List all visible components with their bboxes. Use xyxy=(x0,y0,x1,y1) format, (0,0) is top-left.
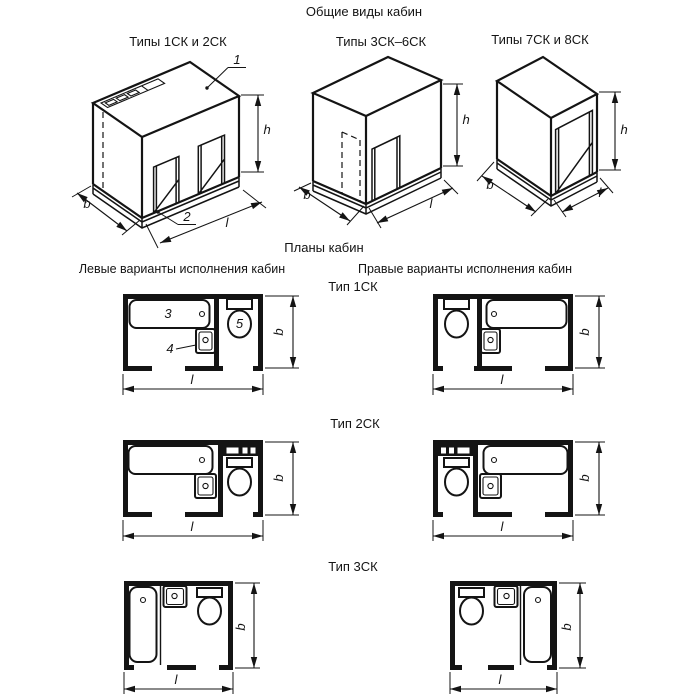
plan-row-2sk xyxy=(123,416,605,541)
door-left-leaf xyxy=(154,156,179,213)
dim-b-label: b xyxy=(233,623,248,631)
dim-h-label: h xyxy=(462,112,470,127)
vent-slot xyxy=(227,448,239,454)
plan-3sk-left xyxy=(124,581,260,694)
cabin-box-edges xyxy=(93,62,239,218)
dimension-l xyxy=(450,672,557,694)
toilet-bowl xyxy=(445,469,468,496)
isometric-view-3 xyxy=(477,32,628,217)
vent-slot xyxy=(243,448,248,454)
ext-line xyxy=(531,199,548,216)
dim-l-label: l xyxy=(190,519,194,534)
isometric-view-1 xyxy=(72,34,271,248)
toilet-cistern xyxy=(444,299,469,309)
ext-line xyxy=(554,200,566,217)
dimension-width xyxy=(294,183,364,225)
dim-b-label: b xyxy=(577,328,592,336)
grille-frame xyxy=(101,79,165,108)
toilet-bowl xyxy=(460,598,483,625)
dim-l-label: l xyxy=(190,372,194,387)
callout-dot xyxy=(156,210,159,213)
dim-b-label: b xyxy=(577,474,592,482)
callout-roof-panel xyxy=(205,52,246,90)
callout-dot xyxy=(205,86,208,89)
bathtub xyxy=(487,300,567,328)
dim-h-label: h xyxy=(263,122,271,137)
plan-1sk-right xyxy=(433,294,605,395)
dimension-l xyxy=(433,372,573,395)
vent-slot xyxy=(458,448,470,454)
dimension-length xyxy=(369,180,458,228)
plan-1sk-left xyxy=(123,294,299,395)
dimension-l xyxy=(433,519,573,541)
view2-label: Типы 3СК–6СК xyxy=(335,34,427,49)
dimension-height xyxy=(599,92,628,170)
toilet-bowl xyxy=(445,311,468,338)
cabin-base-plinth xyxy=(497,159,597,206)
dim-b-label: b xyxy=(486,177,494,192)
plan-row-3sk xyxy=(124,559,586,694)
dim-l-label: l xyxy=(500,519,504,534)
plan-3sk-right xyxy=(450,581,586,694)
callout-5-toilet: 5 xyxy=(235,316,244,331)
dim-b-label: b xyxy=(559,623,574,631)
dim-h-label: h xyxy=(620,122,628,137)
dim-l-label: l xyxy=(598,185,602,200)
dimension-height xyxy=(241,95,271,172)
bathtub xyxy=(524,587,551,662)
dim-l-label: l xyxy=(500,372,504,387)
view3-label: Типы 7СК и 8СК xyxy=(491,32,589,47)
dimension-l xyxy=(124,672,233,694)
dimension-b xyxy=(575,296,605,368)
dim-b-label: b xyxy=(271,328,286,336)
plans-title: Планы кабин xyxy=(284,240,364,255)
callout-4-washbasin: 4 xyxy=(166,341,174,356)
isometric-view-2 xyxy=(294,34,470,228)
dim-l-label: l xyxy=(174,672,178,687)
hidden-door-outline xyxy=(342,132,360,201)
left-column-header: Левые варианты исполнения кабин xyxy=(78,262,286,276)
dimension-l xyxy=(123,519,263,541)
cabin-box-edges xyxy=(497,57,597,196)
view1-label: Типы 1СК и 2СК xyxy=(129,34,227,49)
bathtub xyxy=(130,587,157,662)
ext-line xyxy=(444,180,458,194)
dimension-height xyxy=(443,84,470,166)
dimension-b xyxy=(265,442,299,515)
vent-slot xyxy=(251,448,256,454)
dim-l-label: l xyxy=(429,196,433,211)
ext-line xyxy=(146,224,158,248)
callout-leader xyxy=(176,345,196,349)
dimension-l xyxy=(123,372,263,395)
cabin-base-plinth xyxy=(313,168,441,214)
ext-line xyxy=(369,208,381,228)
toilet-bowl xyxy=(198,598,221,625)
plan-2sk-left xyxy=(123,440,299,541)
door-right-leaf xyxy=(198,135,224,194)
vent-slot xyxy=(449,448,454,454)
roof-vent-grille xyxy=(101,79,165,108)
toilet-bowl xyxy=(228,469,251,496)
callout-3-bathtub: 3 xyxy=(164,306,172,321)
toilet-cistern xyxy=(197,588,222,597)
toilet-cistern xyxy=(227,458,252,467)
dimension-b xyxy=(575,442,605,515)
dim-b-label: b xyxy=(303,187,311,202)
toilet-cistern xyxy=(459,588,484,597)
row2-label: Тип 2СК xyxy=(330,416,380,431)
row1-label: Тип 1СК xyxy=(328,279,378,294)
plan-2sk-right xyxy=(433,440,605,541)
callout-2-number: 2 xyxy=(183,209,191,224)
grille-divider xyxy=(141,86,148,91)
plan-row-1sk xyxy=(123,279,605,395)
dim-b-label: b xyxy=(83,196,91,211)
callout-base xyxy=(156,209,196,225)
toilet-cistern xyxy=(227,299,252,309)
dimension-b xyxy=(265,296,299,368)
dimension-b xyxy=(559,583,586,668)
main-title: Общие виды кабин xyxy=(305,4,423,19)
dim-l-label: l xyxy=(498,672,502,687)
dim-b-label: b xyxy=(271,474,286,482)
right-column-header: Правые варианты исполнения кабин xyxy=(357,262,573,276)
ext-line xyxy=(122,220,140,235)
row3-label: Тип 3СК xyxy=(328,559,378,574)
toilet-cistern xyxy=(444,458,469,467)
door-leaf xyxy=(372,136,400,201)
dimension-b xyxy=(233,583,260,668)
callout-1-number: 1 xyxy=(233,52,241,67)
vent-slot xyxy=(441,448,446,454)
dim-l-label: l xyxy=(225,215,229,230)
